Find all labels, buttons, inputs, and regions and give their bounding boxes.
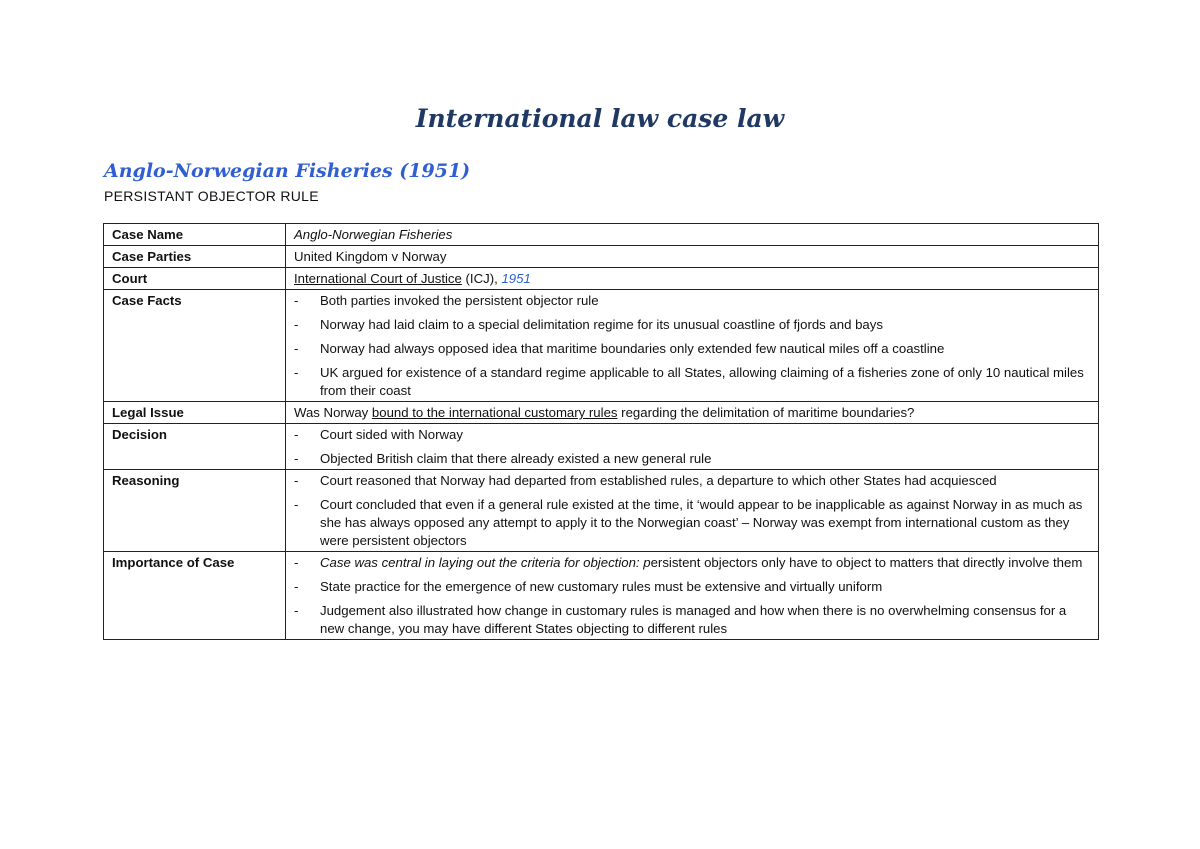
decision-label: Decision — [104, 424, 286, 470]
table-row — [104, 268, 1099, 290]
decision-text: Objected British claim that there already existed a new general rule — [320, 451, 712, 466]
case-parties-value: United Kingdom v Norway — [286, 246, 1099, 268]
table-row — [104, 290, 1099, 402]
legal-issue-underlined: bound to the international customary rules — [371, 405, 618, 420]
case-facts-value — [286, 290, 1099, 402]
list-item — [294, 426, 1091, 444]
bullet-dash: - — [294, 451, 299, 466]
importance-list — [294, 554, 1091, 638]
list-item — [294, 496, 1091, 550]
bullet-dash: - — [294, 341, 299, 356]
importance-value — [286, 552, 1099, 640]
importance-label: Importance of Case — [104, 552, 286, 640]
list-item — [294, 364, 1091, 400]
bullet-dash: - — [294, 317, 299, 332]
reasoning-value — [286, 470, 1099, 552]
list-item — [294, 450, 1091, 468]
court-value — [286, 268, 1099, 290]
decision-text: Court sided with Norway — [320, 427, 463, 442]
reasoning-list — [294, 472, 1091, 550]
list-item — [294, 578, 1091, 596]
table-row — [104, 224, 1099, 246]
case-parties-label: Case Parties — [104, 246, 286, 268]
case-fact-text: Norway had laid claim to a special delimitation regime for its unusual coastline of fjords and bays — [320, 317, 883, 332]
list-item — [294, 602, 1091, 638]
bullet-dash: - — [294, 427, 299, 442]
court-year: 1951 — [501, 271, 531, 286]
reasoning-text: Court reasoned that Norway had departed from established rules, a departure to which other States had acquiesced — [320, 473, 997, 488]
list-item — [294, 292, 1091, 310]
case-name-value: Anglo-Norwegian Fisheries — [286, 224, 1099, 246]
court-abbr: (ICJ), — [461, 271, 502, 286]
bullet-dash: - — [294, 579, 299, 594]
court-label: Court — [104, 268, 286, 290]
table-row — [104, 552, 1099, 640]
case-name-label: Case Name — [104, 224, 286, 246]
case-facts-label: Case Facts — [104, 290, 286, 402]
importance-text: ersistent objectors only have to object to matters that directly involve them — [650, 555, 1083, 570]
list-item — [294, 316, 1091, 334]
table-row — [104, 246, 1099, 268]
legal-issue-label: Legal Issue — [104, 402, 286, 424]
bullet-dash: - — [294, 365, 299, 380]
reasoning-text: Court concluded that even if a general rule existed at the time, it ‘would appear to be inapplicable as against Norway in as much as she has always opposed any attempt to apply it to the Norwegian coast’ – Norway was exempt from international custom as they were persistent objectors — [320, 497, 1083, 548]
decision-value — [286, 424, 1099, 470]
importance-italic-text: Case was central in laying out the criteria for objection: p — [320, 555, 651, 570]
case-table — [103, 223, 1099, 640]
table-row — [104, 402, 1099, 424]
bullet-dash: - — [294, 555, 299, 570]
bullet-dash: - — [294, 293, 299, 308]
importance-text: State practice for the emergence of new customary rules must be extensive and virtually uniform — [320, 579, 883, 594]
legal-issue-post: regarding the delimitation of maritime boundaries? — [617, 405, 915, 420]
table-row — [104, 424, 1099, 470]
rule-heading: PERSISTANT OBJECTOR RULE — [104, 188, 319, 204]
decision-list — [294, 426, 1091, 468]
legal-issue-pre: Was Norway — [294, 405, 372, 420]
legal-issue-value — [286, 402, 1099, 424]
court-name-link[interactable]: International Court of Justice — [294, 271, 462, 286]
list-item — [294, 472, 1091, 490]
case-heading: Anglo-Norwegian Fisheries (1951) — [104, 160, 471, 182]
table-row — [104, 470, 1099, 552]
list-item — [294, 340, 1091, 358]
case-facts-list — [294, 292, 1091, 400]
case-fact-text: UK argued for existence of a standard regime applicable to all States, allowing claiming of a fisheries zone of only 10 nautical miles from their coast — [320, 365, 1084, 398]
importance-text: Judgement also illustrated how change in customary rules is managed and how when there is no overwhelming consensus for a new change, you may have different States objecting to different rules — [320, 603, 1067, 636]
document-title: International law case law — [415, 104, 785, 133]
list-item — [294, 554, 1091, 572]
reasoning-label: Reasoning — [104, 470, 286, 552]
bullet-dash: - — [294, 603, 299, 618]
case-fact-text: Norway had always opposed idea that maritime boundaries only extended few nautical miles off a coastline — [320, 341, 945, 356]
case-fact-text: Both parties invoked the persistent objector rule — [320, 293, 599, 308]
bullet-dash: - — [294, 473, 299, 488]
bullet-dash: - — [294, 497, 299, 512]
